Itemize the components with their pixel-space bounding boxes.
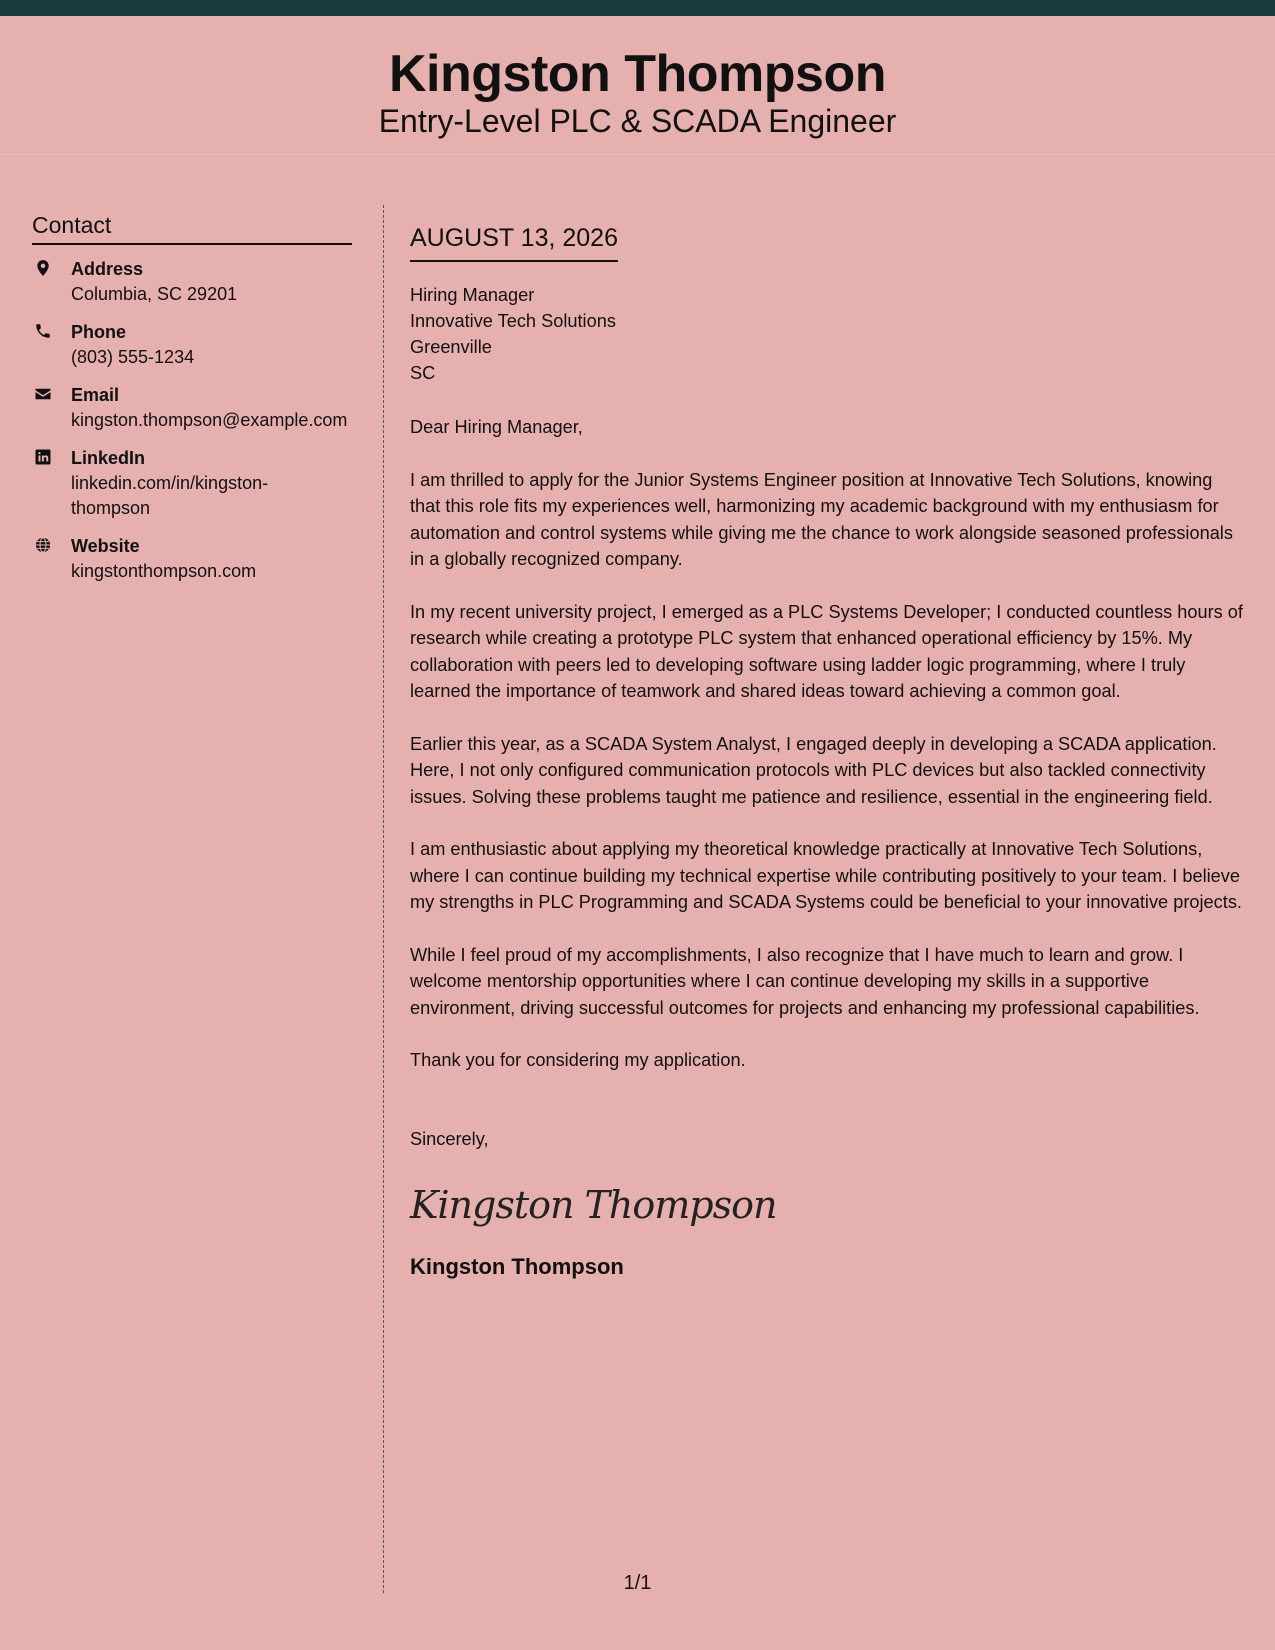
body-paragraph: Earlier this year, as a SCADA System Analyst, I engaged deeply in developing a SCADA application. Here, I not only configured communication protocols with PLC devices but also tackled connectivity issues. Solving these problems taught me patience and resilience, essential in the engineering field. [410,733,1217,807]
salutation: Dear Hiring Manager, [410,417,583,437]
envelope-icon [34,385,52,403]
contact-item-phone [32,320,352,370]
contact-label: Email [71,385,120,405]
globe-icon [34,536,52,554]
contact-label: Website [71,536,140,556]
page-number: 1/1 [623,1572,652,1594]
contact-label: Address [71,259,144,279]
map-pin-icon [34,259,52,277]
contact-heading: Contact [32,210,352,245]
body-paragraph: I am thrilled to apply for the Junior Systems Engineer position at Innovative Tech Solutions, knowing that this role fits my experiences well, harmonizing my academic background with my enthusiasm for automation and control systems while giving me the chance to work alongside seasoned professionals in a globally recognized company. [410,469,1233,569]
contact-item-website [32,534,352,584]
linkedin-value[interactable]: linkedin.com/in/kingston- thompson [71,473,269,518]
top-accent-bar [0,0,1275,16]
body-paragraph: In my recent university project, I emerged as a PLC Systems Developer; I conducted countless hours of research while creating a prototype PLC system that enhanced operational efficiency by 15%. My collaboration with peers led to developing software using ladder logic programming, where I truly learned the importance of teamwork and shared ideas toward achieving a common goal. [410,601,1243,701]
page-header [0,16,1275,155]
recipient-block [410,282,1246,386]
contact-label: LinkedIn [71,448,146,468]
closing: Sincerely, [410,1128,489,1149]
contact-item-email [32,383,352,433]
recipient-line: Hiring Manager [410,285,535,305]
contact-label: Phone [71,322,127,342]
contact-item-linkedin [32,446,352,521]
phone-value: (803) 555-1234 [71,347,195,367]
body-paragraph: While I feel proud of my accomplishments, I also recognize that I have much to learn and grow. I welcome mentorship opportunities where I can continue developing my skills in a supportive environment, driving successful outcomes for projects and enhancing my professional capabilities. [410,944,1200,1018]
applicant-name: Kingston Thompson [389,45,886,103]
body-paragraph: Thank you for considering my application. [410,1050,746,1070]
recipient-line: Innovative Tech Solutions [410,311,616,331]
body-paragraph: I am enthusiastic about applying my theoretical knowledge practically at Innovative Tech Solutions, where I can continue building my technical expertise while contributing positively to your team. I believe my strengths in PLC Programming and SCADA Systems could be beneficial to your innovative projects. [410,839,1242,912]
phone-icon [34,322,52,340]
recipient-line: Greenville [410,337,492,357]
contact-item-address [32,257,352,307]
website-value[interactable]: kingstonthompson.com [71,561,257,581]
signed-name: Kingston Thompson [410,1254,624,1279]
address-value: Columbia, SC 29201 [71,284,238,304]
letter-date: AUGUST 13, 2026 [410,222,618,262]
linkedin-icon [34,448,52,466]
applicant-title: Entry-Level PLC & SCADA Engineer [378,103,897,139]
handwritten-signature: Kingston Thompson [410,1183,777,1227]
recipient-line: SC [410,363,436,383]
email-value[interactable]: kingston.thompson@example.com [71,410,348,430]
letter-body [410,222,1246,1282]
contact-sidebar [32,210,352,597]
column-divider [383,205,384,1593]
